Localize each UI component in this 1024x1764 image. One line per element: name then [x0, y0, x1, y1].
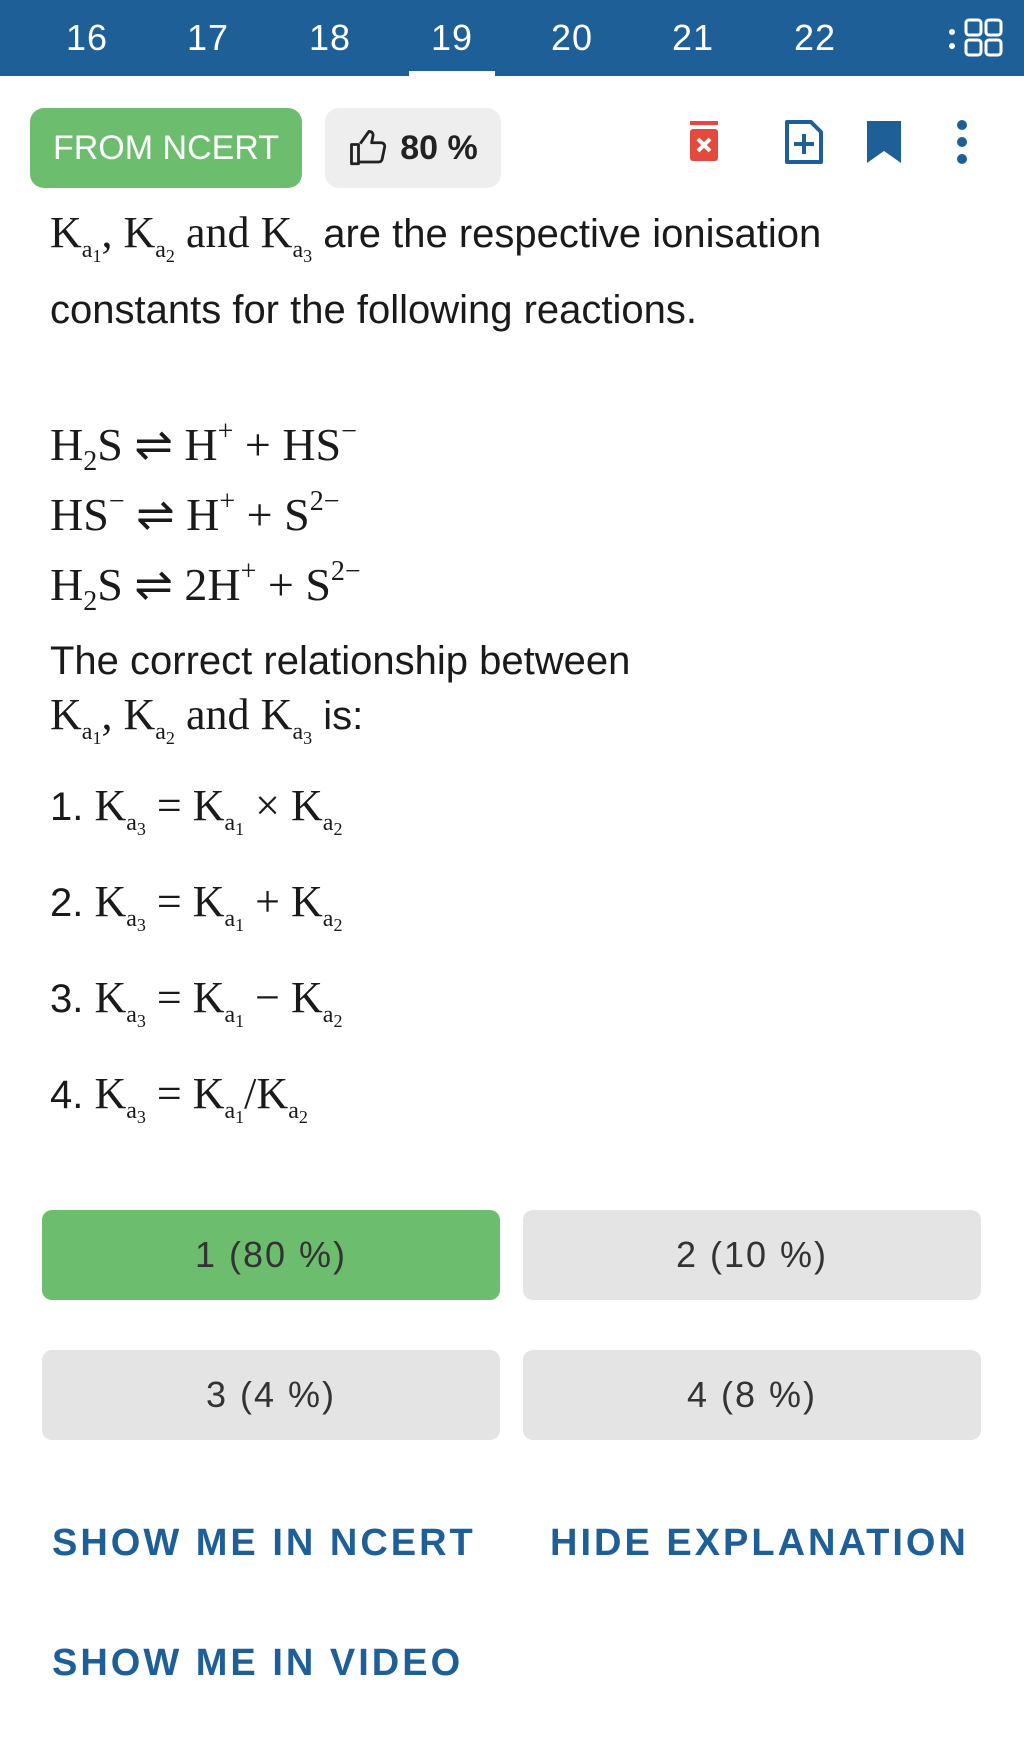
reaction-3: $H_2S$ ⇌ $2H^+ + S^{2-}$ — [50, 556, 361, 617]
option-operator: / — [244, 1069, 257, 1118]
bookmark-button[interactable] — [856, 114, 912, 170]
add-note-icon — [783, 118, 825, 166]
tab-19[interactable]: 19 — [407, 0, 497, 76]
tab-21[interactable]: 21 — [671, 17, 715, 58]
answer-stat-4[interactable]: 4 (8 %) — [523, 1350, 981, 1440]
more-options-button[interactable] — [934, 114, 990, 170]
tab-16[interactable]: 16 — [65, 17, 109, 58]
grid-view-icon — [946, 16, 1006, 60]
from-ncert-badge: FROM NCERT — [30, 108, 302, 188]
option-number: 1. — [50, 785, 84, 829]
like-percent-badge — [325, 108, 501, 188]
tab-20[interactable]: 20 — [550, 17, 594, 58]
relation-text: The correct relationship between — [50, 639, 631, 683]
option-operator: + — [255, 877, 280, 926]
delete-icon — [684, 119, 724, 165]
like-percent: 80 % — [400, 128, 478, 167]
thumbs-up-icon — [348, 127, 390, 169]
tab-22[interactable]: 22 — [793, 17, 837, 58]
more-vert-icon — [954, 119, 970, 165]
grid-view-button[interactable] — [946, 14, 1006, 62]
relation-and: and — [186, 690, 250, 739]
answer-stat-2[interactable]: 2 (10 %) — [523, 1210, 981, 1300]
bookmark-icon — [865, 119, 903, 165]
answer-stat-1[interactable]: 1 (80 %) — [42, 1210, 500, 1300]
relation-end: is: — [323, 694, 364, 738]
reaction-2: HS− ⇌ $H^+ + S^{2-}$ — [50, 486, 340, 540]
intro-text: are the respective ionisation constants for the following reactions. — [50, 212, 822, 332]
option-4: 4. $K_{a_3} = K_{a_1}/K_{a_2}$ — [50, 1069, 308, 1127]
question-number-tabbar — [0, 0, 1024, 76]
option-number: 4. — [50, 1073, 84, 1117]
option-3: 3. $K_{a_3} = K_{a_1} - K_{a_2}$ — [50, 973, 343, 1031]
hide-explanation-link[interactable]: HIDE EXPLANATION — [550, 1522, 969, 1564]
delete-button[interactable] — [676, 114, 732, 170]
option-operator: × — [255, 781, 280, 830]
tab-17[interactable]: 17 — [186, 17, 230, 58]
option-operator: − — [255, 973, 280, 1022]
option-number: 2. — [50, 881, 84, 925]
option-1: 1. $K_{a_3} = K_{a_1} \times K_{a_2}$ — [50, 781, 343, 839]
option-2: 2. $K_{a_3} = K_{a_1} + K_{a_2}$ — [50, 877, 343, 935]
intro-and: and — [186, 208, 250, 257]
show-in-ncert-link[interactable]: SHOW ME IN NCERT — [52, 1522, 476, 1564]
question-intro: $K_{a_1}$, $K_{a_2}$ and $K_{a_3}$ are the respective ionisation constants for the following reactions. — [50, 208, 822, 332]
reaction-1: $H_2S$ ⇌ H+ + HS− — [50, 416, 357, 477]
relation-question: The correct relationship between $K_{a_1}$, $K_{a_2}$ and $K_{a_3}$ is: — [50, 634, 950, 765]
add-note-button[interactable] — [776, 114, 832, 170]
tab-18[interactable]: 18 — [308, 17, 352, 58]
answer-stat-3[interactable]: 3 (4 %) — [42, 1350, 500, 1440]
option-number: 3. — [50, 977, 84, 1021]
show-in-video-link[interactable]: SHOW ME IN VIDEO — [52, 1642, 464, 1684]
